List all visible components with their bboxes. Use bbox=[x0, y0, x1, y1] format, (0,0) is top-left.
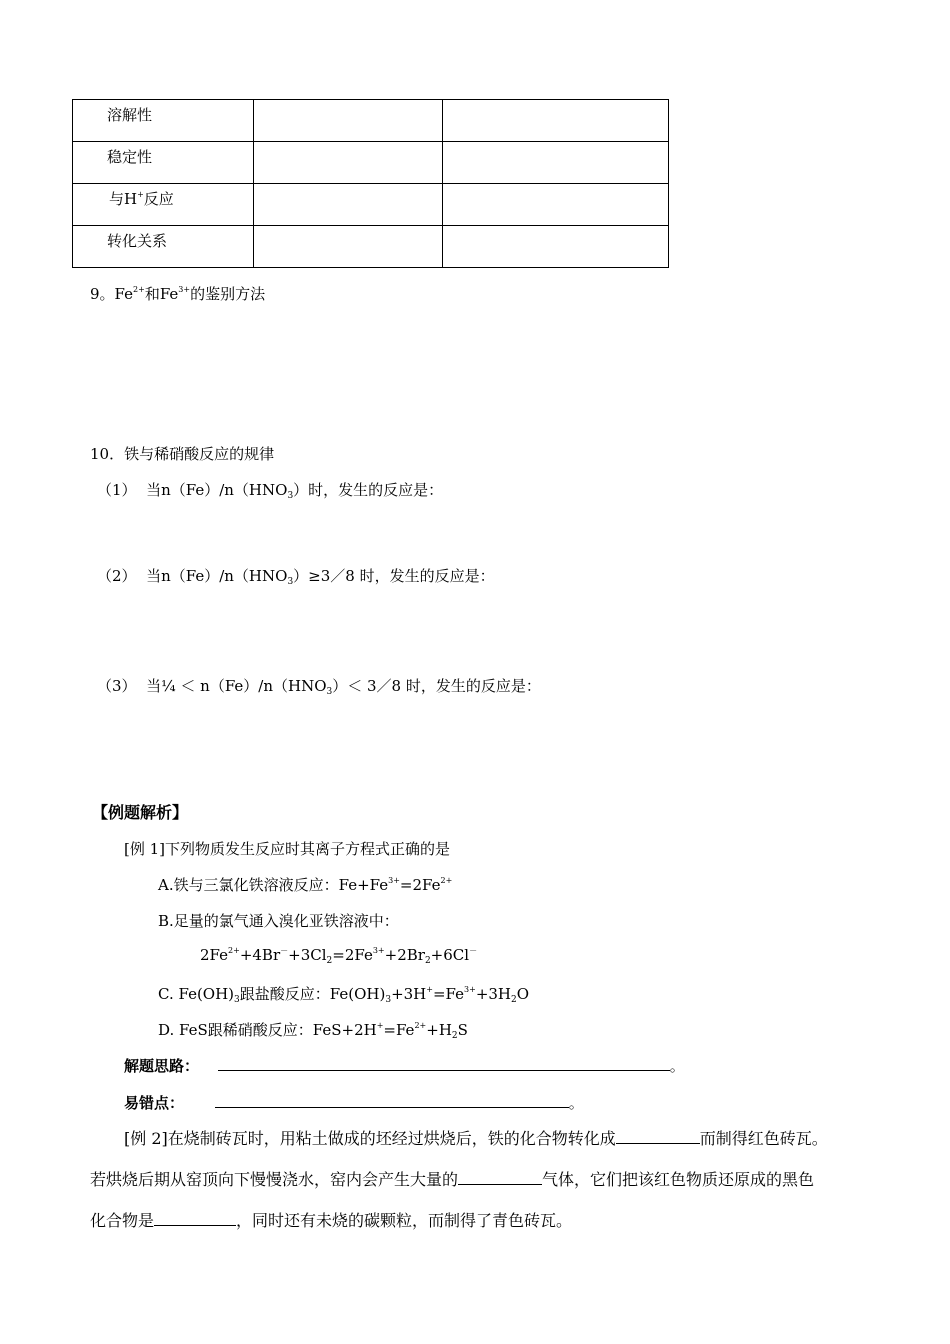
row-label-conversion: 转化关系 bbox=[73, 226, 254, 268]
table-cell bbox=[254, 226, 443, 268]
example-2-line-1: [例 2]在烧制砖瓦时，用粘土做成的坯经过烘烧后，铁的化合物转化成 而制得红色砖瓦。 bbox=[124, 1129, 828, 1148]
table-cell bbox=[443, 184, 669, 226]
table-cell bbox=[254, 100, 443, 142]
question-10-item-2: （2） 当$n(Fe)/n(HNO_3)\ge 3/8$ 时，发生的反应是： bbox=[97, 567, 495, 587]
error-line: 易错点： 。 bbox=[124, 1094, 584, 1112]
thinking-blank[interactable] bbox=[218, 1056, 670, 1071]
table-cell bbox=[443, 100, 669, 142]
example-2-line-2: 若烘烧后期从窑顶向下慢慢浇水，窑内会产生大量的 气体，它们把该红色物质还原成的黑色 bbox=[90, 1170, 815, 1189]
examples-heading: 【例题解析】 bbox=[92, 803, 189, 822]
error-label: 易错点： bbox=[124, 1094, 185, 1112]
question-10-title: 10．铁与稀硝酸反应的规律 bbox=[90, 445, 275, 463]
row-label-solubility: 溶解性 bbox=[73, 100, 254, 142]
properties-table bbox=[72, 99, 669, 268]
example-2-line-3: 化合物是 ，同时还有未烧的碳颗粒，而制得了青色砖瓦。 bbox=[90, 1211, 573, 1230]
option-d: D. FeS跟稀硝酸反应：$FeS+2H^+=Fe^{2+}+H_2S$ bbox=[158, 1021, 468, 1041]
thinking-line: 解题思路： 。 bbox=[124, 1057, 685, 1075]
option-b: B.足量的氯气通入溴化亚铁溶液中： bbox=[158, 912, 399, 930]
option-b-equation: $2Fe^{2+}+4Br^-+3Cl_2=2Fe^{3+}+2Br_2+6Cl^-$ bbox=[200, 946, 478, 966]
table-row bbox=[73, 184, 669, 226]
question-10-item-1: （1） 当$n(Fe)/n(HNO_3)$时，发生的反应是： bbox=[97, 481, 444, 501]
answer-blank-1[interactable] bbox=[616, 1129, 700, 1144]
table-row bbox=[73, 226, 669, 268]
table-cell bbox=[254, 184, 443, 226]
table-cell bbox=[254, 142, 443, 184]
thinking-label: 解题思路： bbox=[124, 1057, 200, 1075]
question-10-item-3: （3） 当¼ ＜ $n(Fe)/n(HNO_3)<$ 3／8 时，发生的反应是： bbox=[97, 677, 541, 697]
question-9: 9。$Fe^{2+}$和$Fe^{3+}$的鉴别方法 bbox=[90, 285, 266, 303]
table-row bbox=[73, 100, 669, 142]
table-row bbox=[73, 142, 669, 184]
table-cell bbox=[443, 226, 669, 268]
row-label-stability: 稳定性 bbox=[73, 142, 254, 184]
answer-blank-2[interactable] bbox=[458, 1170, 542, 1185]
row-label-h-reaction: 与H+反应 bbox=[73, 184, 254, 226]
example-1-stem: [例 1]下列物质发生反应时其离子方程式正确的是 bbox=[124, 840, 451, 858]
option-a: A.铁与三氯化铁溶液反应：$Fe+Fe^{3+}=2Fe^{2+}$ bbox=[158, 876, 453, 894]
option-c: C. $Fe(OH)_3$跟盐酸反应：$Fe(OH)_3+3H^+=Fe^{3+}+3H_2O$ bbox=[158, 985, 530, 1005]
table-cell bbox=[443, 142, 669, 184]
error-blank[interactable] bbox=[215, 1093, 569, 1108]
answer-blank-3[interactable] bbox=[154, 1211, 236, 1226]
